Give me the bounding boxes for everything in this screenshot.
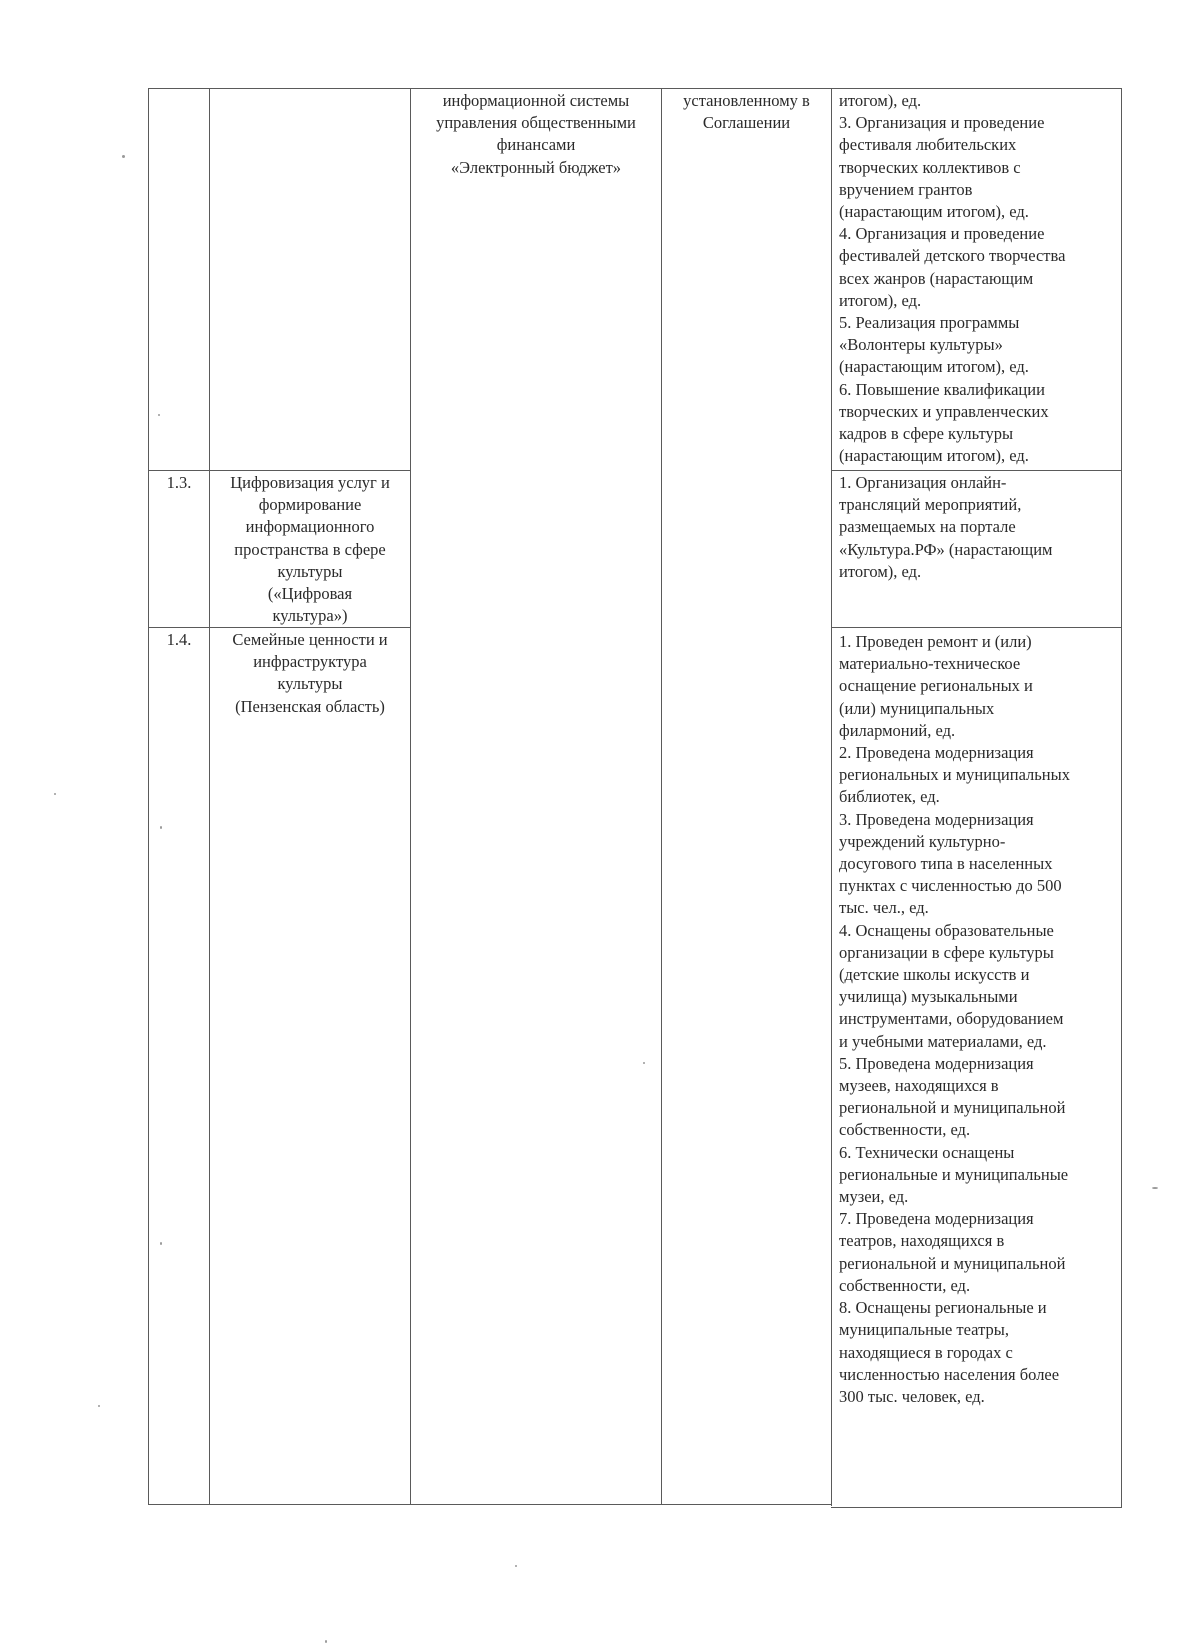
table-border-top bbox=[148, 88, 1122, 89]
scan-speck bbox=[160, 1242, 162, 1245]
scan-speck bbox=[98, 1405, 100, 1407]
row-divider-1-left bbox=[148, 470, 411, 471]
table-col-divider-3 bbox=[661, 88, 662, 1504]
scan-speck bbox=[122, 155, 125, 158]
scan-speck bbox=[515, 1565, 517, 1567]
row0-indicators-cell: итогом), ед. 3. Организация и проведение фестиваля любительских творческих коллективов с вручением грантов (нарастающим итогом), ед. 4. Организация и проведение фестивалей детского творчества всех жанров (нарастающим итогом), ед. 5. Реализация программы «Волонтеры культуры» (нарастающим итогом), ед. 6. Повышение квалификации творческих и управленческих кадров в сфере культуры (нарастающим итогом), ед. bbox=[839, 91, 1066, 466]
row-1-4-indicators: 1. Проведен ремонт и (или) материально-техническое оснащение региональных и (или) муниципальных филармоний, ед. 2. Проведена модернизация региональных и муниципальных библиотек, ед. 3. Проведена модернизация учреждений культурно- досугового типа в населенных пунктах с численностью до 500 тыс. чел., ед. 4. Оснащены образовательные организации в сфере культуры (детские школы искусств и училища) музыкальными инструментами, оборудованием и учебными материалами, ед. 5. Проведена модернизация музеев, находящихся в региональной и муниципальной собственности, ед. 6. Технически оснащены региональные и муниципальные музеи, ед. 7. Проведена модернизация театров, находящихся в региональной и муниципальной собственности, ед. 8. Оснащены региональные и муниципальные театры, находящиеся в городах с численностью населения более 300 тыс. человек, ед. bbox=[839, 632, 1070, 1406]
row-1-3-project-name: Цифровизация услуг и формирование информационного пространства в сфере культуры («Цифровая культура») bbox=[230, 473, 390, 626]
table-border-right bbox=[1121, 88, 1122, 1508]
row-1-4-project-name: Семейные ценности и инфраструктура культуры (Пензенская область) bbox=[232, 630, 388, 716]
row0-system-cell: информационной системы управления общественными финансами «Электронный бюджет» bbox=[436, 91, 636, 177]
scan-speck bbox=[325, 1640, 327, 1643]
row-1-3-number: 1.3. bbox=[166, 473, 192, 492]
table-col-divider-4 bbox=[831, 88, 832, 1506]
row-divider-2-right bbox=[831, 627, 1122, 628]
scan-speck bbox=[1152, 1187, 1158, 1189]
table-col-divider-2 bbox=[410, 88, 411, 1504]
scan-speck bbox=[160, 826, 162, 829]
table-border-bottom-left bbox=[148, 1504, 832, 1505]
table-border-left bbox=[148, 88, 149, 1504]
scan-speck bbox=[643, 1062, 645, 1064]
scan-speck bbox=[158, 414, 160, 416]
table-col-divider-1 bbox=[209, 88, 210, 1504]
table-border-bottom-right bbox=[831, 1507, 1122, 1508]
scan-speck bbox=[54, 793, 56, 795]
row-divider-1-right bbox=[831, 470, 1122, 471]
row-1-4-number: 1.4. bbox=[166, 630, 192, 649]
row-1-3-indicators: 1. Организация онлайн- трансляций мероприятий, размещаемых на портале «Культура.РФ» (нарастающим итогом), ед. bbox=[839, 473, 1053, 581]
row0-agreement-cell: установленному в Соглашении bbox=[683, 91, 810, 133]
